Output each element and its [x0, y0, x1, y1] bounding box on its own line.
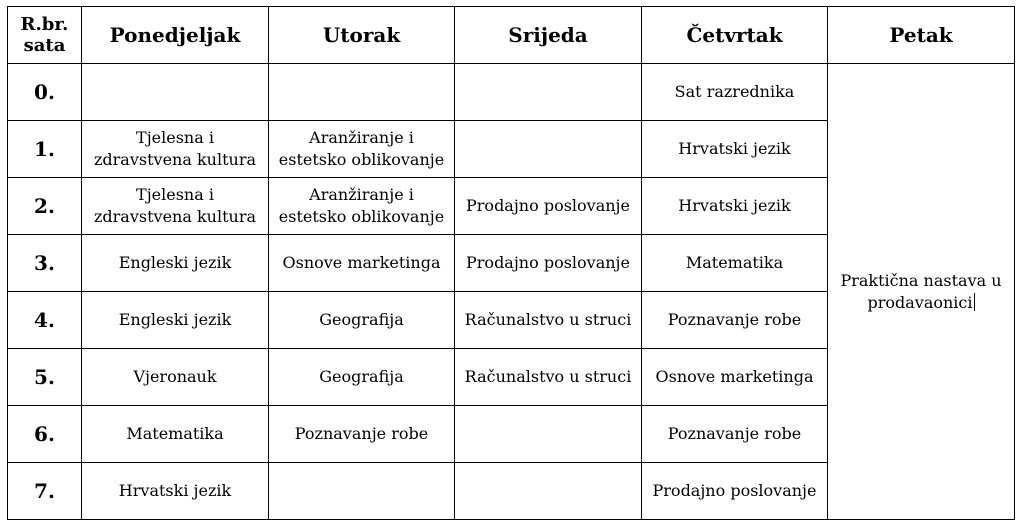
period-number[interactable]: 3. — [8, 235, 82, 292]
timetable — [7, 6, 1015, 520]
monday-cell[interactable] — [82, 64, 269, 121]
period-number[interactable]: 1. — [8, 121, 82, 178]
wednesday-cell[interactable]: Prodajno poslovanje — [455, 235, 642, 292]
tuesday-cell[interactable]: Aranžiranje i estetsko oblikovanje — [269, 178, 455, 235]
tuesday-cell[interactable] — [269, 463, 455, 520]
header-row — [8, 7, 1015, 64]
monday-cell[interactable]: Vjeronauk — [82, 349, 269, 406]
header-period-number[interactable]: R.br. sata — [8, 7, 82, 64]
thursday-cell[interactable]: Osnove marketinga — [642, 349, 828, 406]
monday-cell[interactable]: Engleski jezik — [82, 235, 269, 292]
wednesday-cell[interactable] — [455, 64, 642, 121]
thursday-cell[interactable]: Hrvatski jezik — [642, 178, 828, 235]
tuesday-cell[interactable]: Osnove marketinga — [269, 235, 455, 292]
header-monday[interactable]: Ponedjeljak — [82, 7, 269, 64]
header-wednesday[interactable]: Srijeda — [455, 7, 642, 64]
period-number[interactable]: 0. — [8, 64, 82, 121]
tuesday-cell[interactable]: Geografija — [269, 349, 455, 406]
wednesday-cell[interactable]: Računalstvo u struci — [455, 349, 642, 406]
thursday-cell[interactable]: Poznavanje robe — [642, 406, 828, 463]
thursday-cell[interactable]: Prodajno poslovanje — [642, 463, 828, 520]
tuesday-cell[interactable]: Poznavanje robe — [269, 406, 455, 463]
tuesday-cell[interactable]: Aranžiranje i estetsko oblikovanje — [269, 121, 455, 178]
monday-cell[interactable]: Engleski jezik — [82, 292, 269, 349]
friday-merged-text: Praktična nastava u prodavaonici — [840, 270, 1002, 312]
period-number[interactable]: 6. — [8, 406, 82, 463]
monday-cell[interactable]: Tjelesna i zdravstvena kultura — [82, 178, 269, 235]
thursday-cell[interactable]: Sat razrednika — [642, 64, 828, 121]
wednesday-cell[interactable]: Prodajno poslovanje — [455, 178, 642, 235]
header-tuesday[interactable]: Utorak — [269, 7, 455, 64]
wednesday-cell[interactable] — [455, 463, 642, 520]
header-thursday[interactable]: Četvrtak — [642, 7, 828, 64]
wednesday-cell[interactable] — [455, 121, 642, 178]
wednesday-cell[interactable]: Računalstvo u struci — [455, 292, 642, 349]
tuesday-cell[interactable]: Geografija — [269, 292, 455, 349]
period-number[interactable]: 5. — [8, 349, 82, 406]
friday-merged-cell[interactable] — [828, 64, 1015, 520]
monday-cell[interactable]: Tjelesna i zdravstvena kultura — [82, 121, 269, 178]
period-number[interactable]: 4. — [8, 292, 82, 349]
header-friday[interactable]: Petak — [828, 7, 1015, 64]
period-number[interactable]: 7. — [8, 463, 82, 520]
table-row — [8, 64, 1015, 121]
monday-cell[interactable]: Matematika — [82, 406, 269, 463]
period-number[interactable]: 2. — [8, 178, 82, 235]
thursday-cell[interactable]: Matematika — [642, 235, 828, 292]
text-cursor — [974, 293, 975, 311]
monday-cell[interactable]: Hrvatski jezik — [82, 463, 269, 520]
thursday-cell[interactable]: Poznavanje robe — [642, 292, 828, 349]
wednesday-cell[interactable] — [455, 406, 642, 463]
thursday-cell[interactable]: Hrvatski jezik — [642, 121, 828, 178]
tuesday-cell[interactable] — [269, 64, 455, 121]
